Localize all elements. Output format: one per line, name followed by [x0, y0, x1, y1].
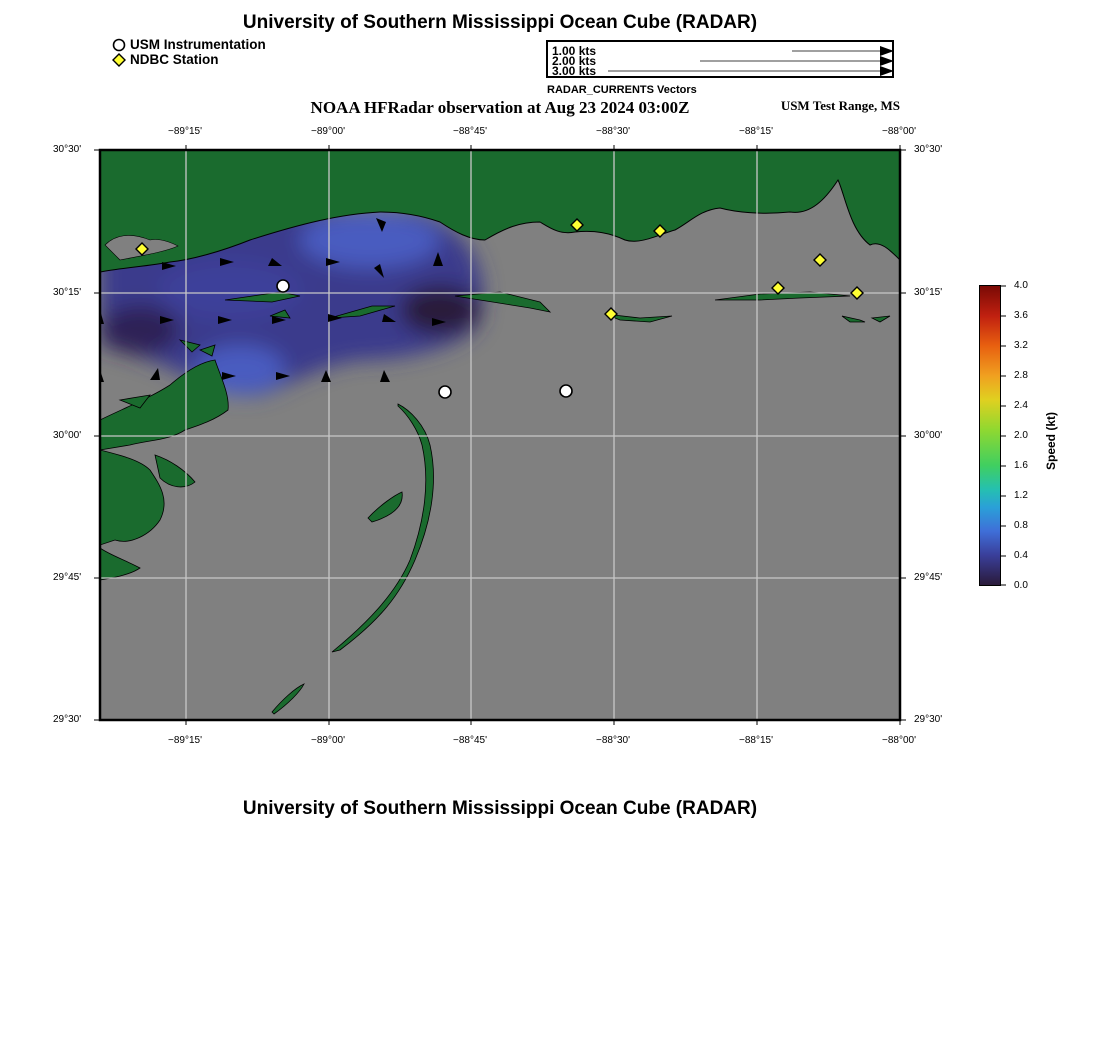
colorbar-tick-label: 2.8: [1014, 370, 1028, 381]
lat-tick-left: 29°30': [53, 714, 82, 725]
lat-tick-right: 30°15': [914, 287, 943, 298]
lon-tick-bottom: −88°30': [596, 735, 630, 746]
lon-tick-bottom: −88°00': [882, 735, 916, 746]
colorbar-tick-label: 3.6: [1014, 310, 1028, 321]
lon-tick-top: −88°30': [596, 126, 630, 137]
lon-tick-top: −89°15': [168, 126, 202, 137]
lon-tick-top: −88°00': [882, 126, 916, 137]
lat-tick-right: 30°30': [914, 144, 943, 155]
colorbar-tick-label: 3.2: [1014, 340, 1028, 351]
footer-title: University of Southern Mississippi Ocean Cube (RADAR): [242, 798, 758, 819]
lat-tick-left: 30°00': [53, 430, 82, 441]
colorbar-tick-label: 1.6: [1014, 460, 1028, 471]
page-title: University of Southern Mississippi Ocean Cube (RADAR): [242, 12, 758, 33]
vector-key-caption: RADAR_CURRENTS Vectors: [547, 84, 697, 96]
colorbar-tick-label: 0.4: [1014, 550, 1028, 561]
colorbar-tick-label: 2.0: [1014, 430, 1028, 441]
lat-tick-left: 30°15': [53, 287, 82, 298]
colorbar-tick-label: 1.2: [1014, 490, 1028, 501]
lat-tick-left: 29°45': [53, 572, 82, 583]
map-subtitle: NOAA HFRadar observation at Aug 23 2024 03:00Z: [310, 98, 690, 117]
speed-colorbar: [979, 285, 1001, 586]
colorbar-title: Speed (kt): [1044, 411, 1058, 470]
colorbar-tick-label: 0.0: [1014, 580, 1028, 591]
lat-tick-right: 29°30': [914, 714, 943, 725]
lon-tick-bottom: −88°45': [453, 735, 487, 746]
colorbar-tick-label: 4.0: [1014, 280, 1028, 291]
lon-tick-bottom: −89°15': [168, 735, 202, 746]
lon-tick-top: −89°00': [311, 126, 345, 137]
legend-ndbc-label: NDBC Station: [130, 52, 219, 67]
colorbar-tick-label: 0.8: [1014, 520, 1028, 531]
lat-tick-right: 29°45': [914, 572, 943, 583]
lat-tick-left: 30°30': [53, 144, 82, 155]
lon-tick-top: −88°15': [739, 126, 773, 137]
colorbar-tick-label: 2.4: [1014, 400, 1028, 411]
lon-tick-bottom: −89°00': [311, 735, 345, 746]
colorbar-ticks: [1000, 285, 1008, 587]
lat-tick-right: 30°00': [914, 430, 943, 441]
legend-usm-label: USM Instrumentation: [130, 37, 266, 52]
lon-tick-bottom: −88°15': [739, 735, 773, 746]
range-label: USM Test Range, MS: [780, 98, 900, 113]
lon-tick-top: −88°45': [453, 126, 487, 137]
vector-key-1: 1.00 kts: [552, 44, 597, 58]
vector-key-2: 2.00 kts: [552, 54, 597, 68]
vector-key-3: 3.00 kts: [552, 64, 597, 78]
